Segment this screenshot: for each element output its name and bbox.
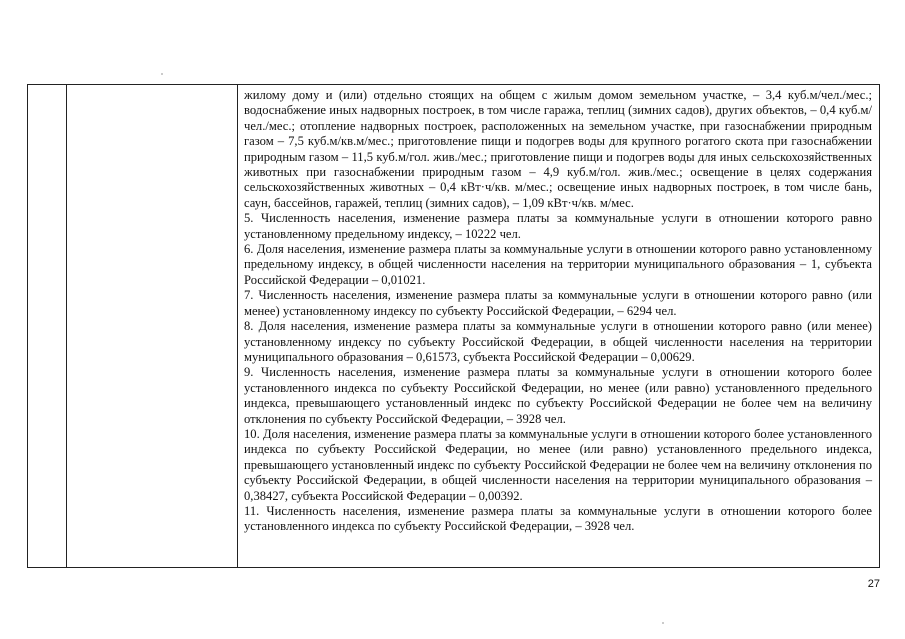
paragraph-item-6: 6. Доля населения, изменение размера платы за коммунальные услуги в отношении которого равно установленному предельному индексу, в общей численности населения на территории муниципального образования – 1, субъекта Российской Федерации – 0,01021. bbox=[244, 242, 872, 287]
document-table bbox=[27, 84, 880, 568]
column-divider-2 bbox=[237, 85, 238, 567]
scan-speck bbox=[662, 622, 664, 624]
paragraph-item-11: 11. Численность населения, изменение размера платы за коммунальные услуги в отношении которого более установленного индекса по субъекту Российской Федерации, – 3928 чел. bbox=[244, 503, 872, 534]
paragraph-item-7: 7. Численность населения, изменение размера платы за коммунальные услуги в отношении которого равно (или менее) установленному индексу по субъекту Российской Федерации, – 6294 чел. bbox=[244, 288, 872, 318]
paragraph-item-5: 5. Численность населения, изменение размера платы за коммунальные услуги в отношении которого равно установленному предельному индексу, – 10222 чел. bbox=[244, 211, 872, 241]
paragraph-item-9: 9. Численность населения, изменение размера платы за коммунальные услуги в отношении которого более установленного индекса по субъекту Российской Федерации, но менее (или равно) установленного предельного индекса, превышающего установленный индекс по субъекту Российской Федерации не более чем на величину отклонения по субъекту Российской Федерации, – 3928 чел. bbox=[244, 365, 872, 426]
content-cell bbox=[244, 88, 872, 535]
page-number: 27 bbox=[867, 578, 880, 590]
column-divider-1 bbox=[66, 85, 67, 567]
paragraph-continuation: жилому дому и (или) отдельно стоящих на общем с жилым домом земельном участке, – 3,4 куб.м/чел./мес.; водоснабжение иных надворных построек, в том числе гаража, теплиц (зимних садов), других объектов, – 0,4 куб.м/чел./мес.; отопление надворных построек, расположенных на земельном участке, при газоснабжении природным газом – 7,5 куб.м/кв.м/мес.; приготовление пищи и подогрев воды для крупного рогатого скота при газоснабжении природным газом – 11,5 куб.м/гол. жив./мес.; приготовление пищи и подогрев воды для иных сельскохозяйственных животных при газоснабжении природным газом – 4,9 куб.м/гол. жив./мес.; освещение в целях содержания сельскохозяйственных животных – 0,4 кВт·ч/кв. м/мес.; освещение иных надворных построек, в том числе бань, саун, бассейнов, гаражей, теплиц (зимних садов), – 1,09 кВт·ч/кв. м/мес. bbox=[244, 88, 872, 210]
scan-speck bbox=[161, 73, 163, 75]
paragraph-item-10: 10. Доля населения, изменение размера платы за коммунальные услуги в отношении которого более установленного индекса по субъекту Российской Федерации, но менее (или равно) установленного предельного индекса, превышающего установленный индекс по субъекту Российской Федерации не более чем на величину отклонения по субъекту Российской Федерации, в общей численности населения на территории муниципального образования – 0,38427, субъекта Российской Федерации – 0,00392. bbox=[244, 426, 872, 503]
paragraph-item-8: 8. Доля населения, изменение размера платы за коммунальные услуги в отношении которого равно (или менее) установленному индексу по субъекту Российской Федерации, в общей численности населения на территории муниципального образования – 0,61573, субъекта Российской Федерации – 0,00629. bbox=[244, 319, 872, 364]
